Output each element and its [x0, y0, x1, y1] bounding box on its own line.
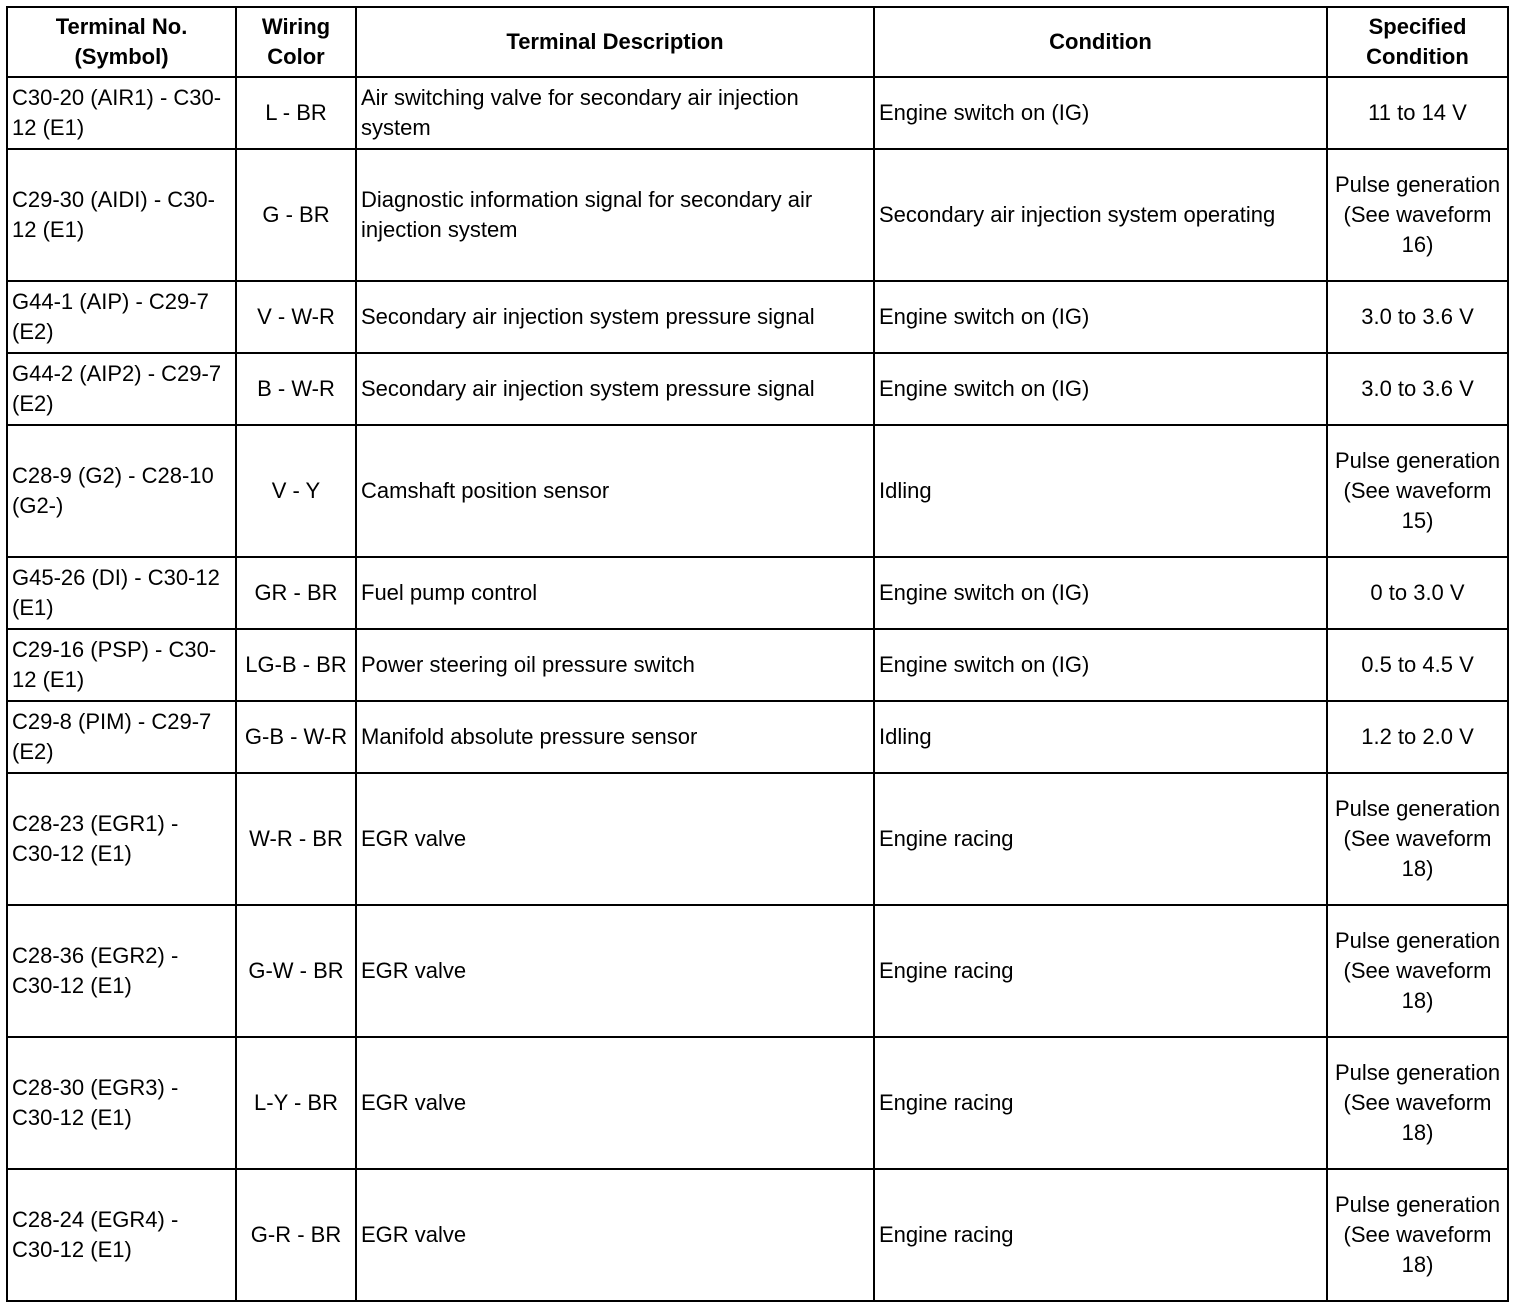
terminal-cell: C28-36 (EGR2) - C30-12 (E1): [7, 905, 236, 1037]
description-cell: EGR valve: [356, 773, 874, 905]
header-terminal-description: Terminal Description: [356, 7, 874, 77]
table-row: [7, 701, 1508, 773]
table-header-row: [7, 7, 1508, 77]
wiring-color-cell: G-R - BR: [236, 1169, 356, 1301]
description-cell: EGR valve: [356, 905, 874, 1037]
wiring-color-cell: L - BR: [236, 77, 356, 149]
terminal-cell: G45-26 (DI) - C30-12 (E1): [7, 557, 236, 629]
header-condition: Condition: [874, 7, 1327, 77]
terminal-cell: C29-30 (AIDI) - C30-12 (E1): [7, 149, 236, 281]
table-row: [7, 1037, 1508, 1169]
wiring-color-cell: W-R - BR: [236, 773, 356, 905]
specified-condition-cell: Pulse generation (See waveform 16): [1327, 149, 1508, 281]
terminal-cell: G44-1 (AIP) - C29-7 (E2): [7, 281, 236, 353]
table-row: [7, 629, 1508, 701]
specified-condition-cell: 0 to 3.0 V: [1327, 557, 1508, 629]
specified-condition-cell: Pulse generation (See waveform 18): [1327, 1037, 1508, 1169]
condition-cell: Engine racing: [874, 1169, 1327, 1301]
description-cell: EGR valve: [356, 1169, 874, 1301]
header-specified-condition: Specified Condition: [1327, 7, 1508, 77]
condition-cell: Engine switch on (IG): [874, 77, 1327, 149]
condition-cell: Secondary air injection system operating: [874, 149, 1327, 281]
condition-cell: Idling: [874, 701, 1327, 773]
description-cell: Diagnostic information signal for secondary air injection system: [356, 149, 874, 281]
description-cell: Fuel pump control: [356, 557, 874, 629]
table-row: [7, 557, 1508, 629]
table-row: [7, 281, 1508, 353]
description-cell: Secondary air injection system pressure signal: [356, 353, 874, 425]
table-row: [7, 353, 1508, 425]
specified-condition-cell: 1.2 to 2.0 V: [1327, 701, 1508, 773]
terminal-cell: C28-23 (EGR1) - C30-12 (E1): [7, 773, 236, 905]
wiring-color-cell: G-B - W-R: [236, 701, 356, 773]
description-cell: EGR valve: [356, 1037, 874, 1169]
terminal-cell: C28-9 (G2) - C28-10 (G2-): [7, 425, 236, 557]
description-cell: Power steering oil pressure switch: [356, 629, 874, 701]
wiring-color-cell: LG-B - BR: [236, 629, 356, 701]
condition-cell: Engine switch on (IG): [874, 557, 1327, 629]
condition-cell: Engine switch on (IG): [874, 281, 1327, 353]
table-row: [7, 773, 1508, 905]
terminal-cell: C28-24 (EGR4) - C30-12 (E1): [7, 1169, 236, 1301]
condition-cell: Engine racing: [874, 1037, 1327, 1169]
specified-condition-cell: Pulse generation (See waveform 18): [1327, 1169, 1508, 1301]
condition-cell: Engine racing: [874, 905, 1327, 1037]
wiring-color-cell: G-W - BR: [236, 905, 356, 1037]
wiring-color-cell: V - W-R: [236, 281, 356, 353]
condition-cell: Engine racing: [874, 773, 1327, 905]
wiring-color-cell: V - Y: [236, 425, 356, 557]
terminal-cell: C29-16 (PSP) - C30-12 (E1): [7, 629, 236, 701]
table-row: [7, 905, 1508, 1037]
specified-condition-cell: Pulse generation (See waveform 18): [1327, 905, 1508, 1037]
table-row: [7, 1169, 1508, 1301]
wiring-color-cell: B - W-R: [236, 353, 356, 425]
table-row: [7, 77, 1508, 149]
table-row: [7, 149, 1508, 281]
table-row: [7, 425, 1508, 557]
description-cell: Manifold absolute pressure sensor: [356, 701, 874, 773]
specified-condition-cell: Pulse generation (See waveform 15): [1327, 425, 1508, 557]
condition-cell: Idling: [874, 425, 1327, 557]
wiring-color-cell: G - BR: [236, 149, 356, 281]
description-cell: Air switching valve for secondary air injection system: [356, 77, 874, 149]
description-cell: Secondary air injection system pressure signal: [356, 281, 874, 353]
specified-condition-cell: 3.0 to 3.6 V: [1327, 353, 1508, 425]
wiring-color-cell: GR - BR: [236, 557, 356, 629]
terminal-cell: G44-2 (AIP2) - C29-7 (E2): [7, 353, 236, 425]
condition-cell: Engine switch on (IG): [874, 629, 1327, 701]
specified-condition-cell: 3.0 to 3.6 V: [1327, 281, 1508, 353]
header-wiring-color: Wiring Color: [236, 7, 356, 77]
terminal-cell: C30-20 (AIR1) - C30-12 (E1): [7, 77, 236, 149]
description-cell: Camshaft position sensor: [356, 425, 874, 557]
condition-cell: Engine switch on (IG): [874, 353, 1327, 425]
terminal-cell: C29-8 (PIM) - C29-7 (E2): [7, 701, 236, 773]
specified-condition-cell: 0.5 to 4.5 V: [1327, 629, 1508, 701]
specified-condition-cell: Pulse generation (See waveform 18): [1327, 773, 1508, 905]
terminal-spec-table: [6, 6, 1509, 1302]
specified-condition-cell: 11 to 14 V: [1327, 77, 1508, 149]
header-terminal: Terminal No. (Symbol): [7, 7, 236, 77]
wiring-color-cell: L-Y - BR: [236, 1037, 356, 1169]
terminal-cell: C28-30 (EGR3) - C30-12 (E1): [7, 1037, 236, 1169]
